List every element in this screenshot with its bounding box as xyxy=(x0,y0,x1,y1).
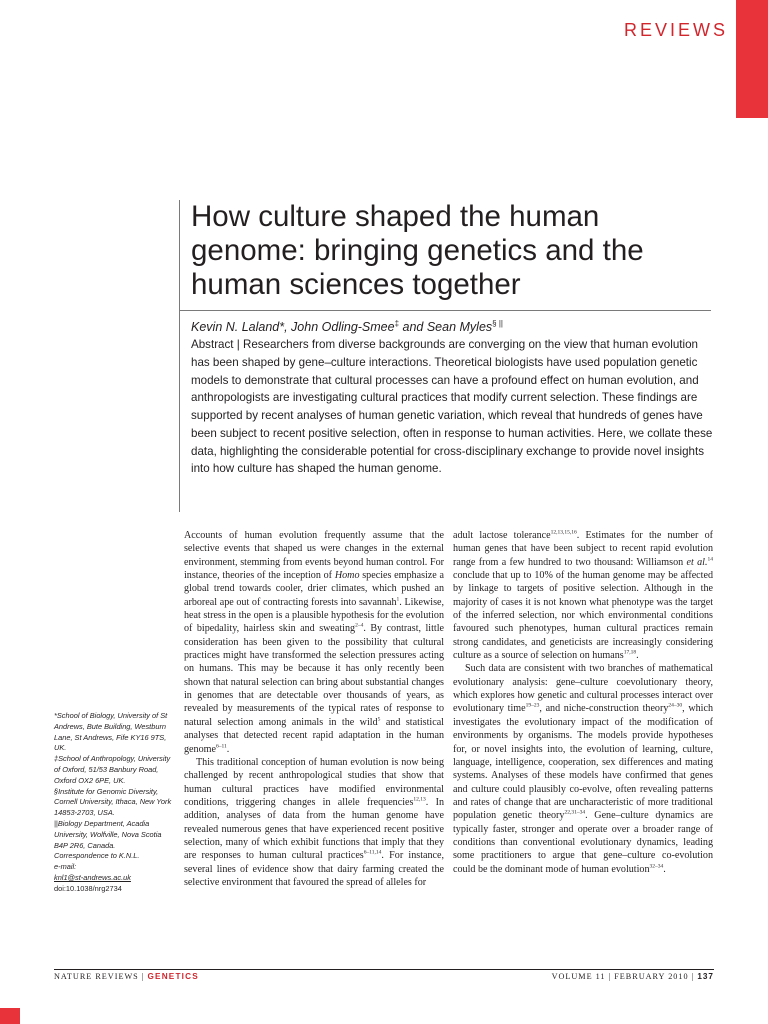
publisher: NATURE REVIEWS xyxy=(54,972,139,981)
title-rule-horizontal xyxy=(179,310,711,311)
page-number: 137 xyxy=(697,972,714,981)
affiliations xyxy=(54,711,174,895)
affiliation-2: ‡School of Anthropology, University of Oxford, 51/53 Banbury Road, Oxford OX2 6PE, UK. xyxy=(54,754,171,785)
authors-mid: and Sean Myles xyxy=(399,320,493,335)
author-sup-2: § || xyxy=(492,319,503,328)
article-title: How culture shaped the human genome: bringing genetics and the human sciences together xyxy=(191,200,644,301)
footer-journal: NATURE REVIEWS | GENETICS xyxy=(54,972,199,981)
affiliation-4: ||Biology Department, Acadia University, Wolfville, Nova Scotia B4P 2R6, Canada. xyxy=(54,818,162,850)
affiliation-1: *School of Biology, University of St Andrews, Bute Building, Westburn Lane, St Andrews, Fife KY16 9TS, UK. xyxy=(54,711,168,753)
col2-paragraph-1: adult lactose tolerance$^{12,13,15,16}$. Estimates for the number of human genes that have been subject to recent rapid evolution range from a few hundred to two thousand: Williamson et al.$^{14}$ conclude that up to 10% of the human genome may be affected by linkage to targets of positive selection. Although in the majority of cases it is not known what phenotype was the target of the inferred selection, nor which environmental conditions favoured such phenotypes, human cultural practices remain strong candidates, and geneticists are increasingly considering culture as a source of selection on humans$^{17,18}$. xyxy=(453,529,713,662)
affiliation-3: §Institute for Genomic Diversity, Cornell University, Ithaca, New York 14853-2703, USA. xyxy=(54,786,172,818)
footer-rule xyxy=(54,969,714,970)
body-column-1 xyxy=(184,529,444,889)
correspondence: Correspondence to K.N.L. xyxy=(54,851,140,861)
doi: doi:10.1038/nrg2734 xyxy=(54,883,122,893)
authors-text: Kevin N. Laland*, John Odling-Smee xyxy=(191,320,395,335)
col1-paragraph-1: Accounts of human evolution frequently assume that the selective events that shaped us were changes in the external environment, stemming from events beyond human control. For instance, theories of the inception of Homo species emphasize a global trend towards cooler, drier climates, which pushed an arboreal ape out of contracting forests into savannah$^1$. Likewise, heat stress in the open is a plausible hypothesis for the evolution of bipedality, hairless skin and sweating$^{2-4}$. By contrast, little consideration has been given to the possibility that cultural practices might have transformed the selection pressures acting on humans. This may be because it has only recently been shown that natural selection can bring about substantial changes in genomes that are detectable over thousands of years, as revealed by measurements of the typical rates of response to natural selection among animals in the wild$^5$ and statistical analyses that detected recent rapid adaptation in the human genome$^{6-11}$. xyxy=(184,530,444,755)
col2-paragraph-2: Such data are consistent with two branches of mathematical evolutionary analysis: gene–culture coevolutionary theory, which explores how genetic and cultural processes interact over evolutionary time$^{19-23}$, and niche-construction theory$^{24-30}$, which investigates the evolutionary impact of the modification of environments by organisms. The models provide hypotheses for, or novel insights into, the evolution of learning, culture, language, intelligence, cooperation, sex differences and mating systems. Analyses of these models have confirmed that genes and culture could plausibly co-evolve, often revealing patterns and rates of change that are uncharacteristic of more traditional population genetic theory$^{22,31-34}$. Gene–culture dynamics are typically faster, stronger and operate over a broader range of conditions than conventional evolutionary dynamics, leading some practitioners to argue that gene–culture co-evolution could be the dominant mode of human evolution$^{32-34}$. xyxy=(453,663,713,875)
email-label: e-mail: xyxy=(54,862,77,872)
accent-bar xyxy=(736,0,768,118)
journal-name: GENETICS xyxy=(147,972,199,981)
title-rule-vertical xyxy=(179,200,180,512)
author-list xyxy=(191,315,711,336)
body-column-2 xyxy=(453,529,713,876)
footer-volume xyxy=(460,972,714,981)
section-label: REVIEWS xyxy=(623,20,728,40)
corner-mark xyxy=(0,1008,20,1024)
col1-paragraph-2: This traditional conception of human evolution is now being challenged by recent anthropological studies that show that human cultural practices have modified environmental conditions, triggering changes in allele frequencies$^{12,13}$. In addition, analyses of data from the human genome have revealed numerous genes that have experienced recent positive selection, many of which exhibit functions that imply that they are responses to human cultural practices$^{6-11,14}$. For instance, several lines of evidence show that dairy farming created the selective environment that favoured the spread of alleles for xyxy=(184,756,445,888)
abstract: Abstract | Researchers from diverse backgrounds are converging on the view that human evolution has been shaped by gene–culture interactions. Theoretical biologists have used population genetic models to demonstrate that cultural processes can have a profound effect on human evolution, and anthropologists are investigating cultural practices that modify current selection. These findings are supported by recent analyses of human genetic variation, which reveal that hundreds of genes have been subject to recent positive selection, often in response to human activities. Here, we collate these data, highlighting the considerable potential for cross-disciplinary exchange to provide novel insights into how culture has shaped the human genome. xyxy=(191,338,713,476)
author-sup-1: ‡ xyxy=(394,319,400,328)
email-link[interactable]: knl1@st-andrews.ac.uk xyxy=(54,872,131,882)
volume-info: VOLUME 11 | FEBRUARY 2010 | xyxy=(551,972,698,981)
